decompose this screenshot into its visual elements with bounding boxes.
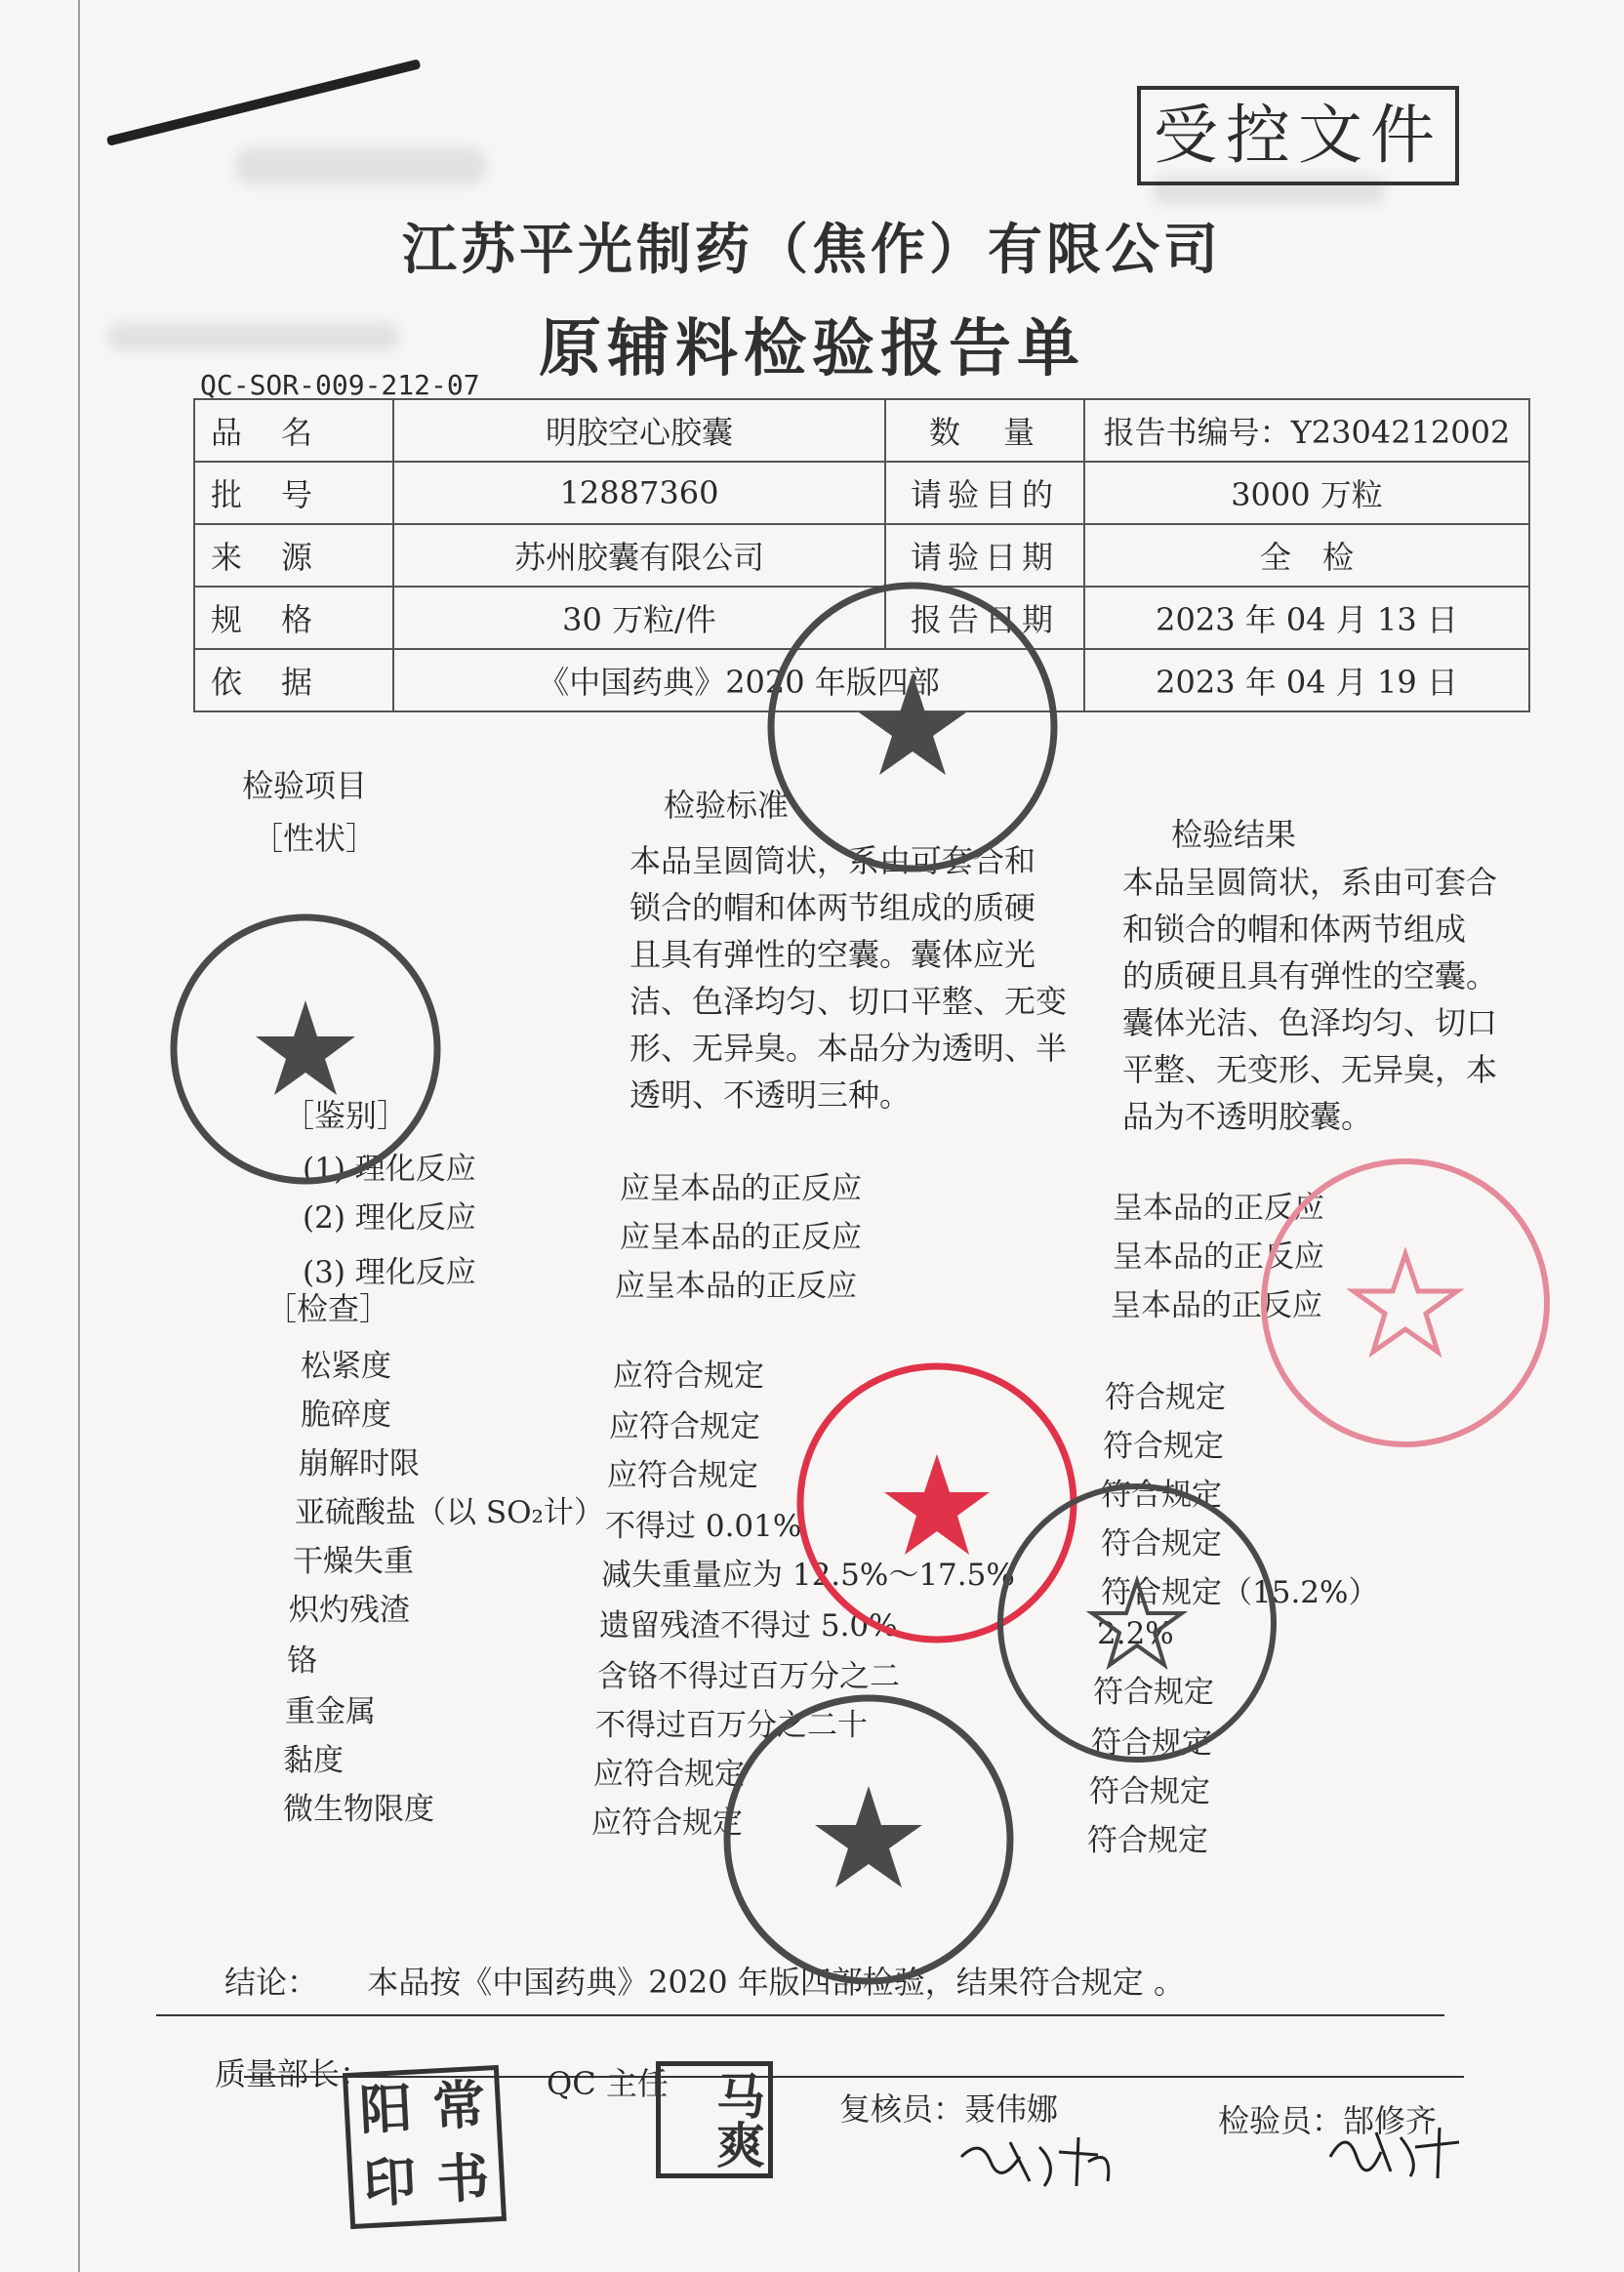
gray-right-seal <box>986 1472 1288 1774</box>
insp-item: 微生物限度 <box>283 1792 434 1827</box>
appearance-standard <box>629 837 1067 1118</box>
column-item-heading: 检验项目 <box>242 767 368 804</box>
inspector-signature <box>1322 2118 1469 2186</box>
conclusion-label: 结论： <box>224 1964 319 2001</box>
insp-standard: 应符合规定 <box>591 1805 743 1841</box>
insp-result: 符合规定 <box>1093 1675 1214 1710</box>
product-value: 明胶空心胶囊 <box>393 399 885 462</box>
insp-item: 松紧度 <box>301 1349 391 1384</box>
insp-result: 符合规定 <box>1101 1478 1222 1513</box>
reviewer-label: 复核员： <box>839 2090 965 2128</box>
inspector-name: 郜修齐 <box>1343 2102 1438 2139</box>
appearance-standard-line: 形、无异臭。本品分为透明、半 <box>629 1030 1068 1067</box>
insp-standard: 应符合规定 <box>609 1409 760 1444</box>
pg-inspection-seal <box>717 1688 1020 1991</box>
product-label: 品名 <box>194 399 393 462</box>
ident-standard: 应呈本品的正反应 <box>615 1269 857 1304</box>
document-code: QC-SOR-009-212-07 <box>200 369 480 401</box>
ident-result: 呈本品的正反应 <box>1111 1288 1322 1323</box>
qc-head-name-seal: 马爽 <box>656 2061 773 2178</box>
batch-label: 批号 <box>194 462 393 524</box>
insp-item: 铬 <box>287 1643 317 1679</box>
reviewer-name: 聂伟娜 <box>964 2090 1059 2128</box>
insp-result: 符合规定 <box>1091 1725 1212 1761</box>
column-result-heading: 检验结果 <box>1171 816 1297 853</box>
appearance-standard-line: 洁、色泽均匀、切口平整、无变 <box>629 983 1068 1020</box>
appearance-standard-line: 且具有弹性的空囊。囊体应光 <box>629 936 1036 973</box>
scan-artifact <box>106 59 422 146</box>
insp-result: 符合规定 <box>1087 1823 1208 1858</box>
report-number: Y2304212002 <box>1290 414 1511 451</box>
appearance-standard-line: 锁合的帽和体两节组成的质硬 <box>629 889 1036 926</box>
seal-char: 常 <box>430 2073 487 2138</box>
controlled-document-stamp: 受控文件 <box>1137 86 1459 185</box>
insp-item: 干燥失重 <box>293 1544 414 1579</box>
qc-head-label: QC 主任 <box>547 2065 669 2102</box>
insp-result: 2.2% <box>1097 1616 1174 1651</box>
hx-right-seal <box>1254 1152 1557 1454</box>
insp-item: 亚硫酸盐（以 SO₂计） <box>295 1495 604 1530</box>
document-title: 原辅料检验报告单 <box>539 312 1085 385</box>
basis-value: 《中国药典》2020 年版四部 <box>393 649 1084 711</box>
insp-item: 炽灼残渣 <box>289 1593 410 1628</box>
quantity-label: 数 量 <box>885 399 1084 462</box>
inspector-label: 检验员： <box>1218 2102 1344 2139</box>
appearance-result-line: 的质硬且具有弹性的空囊。 <box>1122 957 1498 994</box>
conclusion-text: 本品按《中国药典》2020 年版四部检验，结果符合规定 。 <box>367 1964 1185 2001</box>
insp-result: 符合规定（15.2%） <box>1101 1575 1379 1610</box>
appearance-standard-line: 本品呈圆筒状，系由可套合和 <box>629 842 1036 879</box>
section-appearance: ［性状］ <box>252 820 378 857</box>
ident-result: 呈本品的正反应 <box>1113 1191 1324 1226</box>
insp-item: 脆碎度 <box>301 1398 391 1433</box>
scan-smudge <box>234 146 488 185</box>
report-number-cell <box>1084 399 1529 462</box>
insp-standard: 减失重量应为 12.5%～17.5% <box>601 1558 1015 1593</box>
basis-label: 依据 <box>194 649 393 711</box>
purpose-label: 请验目的 <box>885 462 1084 524</box>
source-label: 来源 <box>194 524 393 587</box>
insp-standard: 应符合规定 <box>593 1757 745 1792</box>
insp-item: 黏度 <box>283 1743 344 1778</box>
insp-standard: 应符合规定 <box>613 1359 764 1394</box>
appearance-standard-line: 透明、不透明三种。 <box>629 1076 912 1114</box>
seal-char: 书 <box>434 2146 491 2211</box>
ident-item: (1) 理化反应 <box>303 1152 476 1187</box>
quality-head-label: 质量部长： <box>215 2055 372 2092</box>
conclusion <box>224 1958 1185 2003</box>
company-name: 江苏平光制药（焦作）有限公司 <box>402 218 1222 282</box>
ident-standard: 应呈本品的正反应 <box>620 1171 862 1206</box>
column-standard-heading: 检验标准 <box>664 787 790 824</box>
reviewer <box>839 2085 1058 2130</box>
insp-result: 符合规定 <box>1101 1526 1222 1562</box>
batch-value: 12887360 <box>393 462 885 524</box>
appearance-result-line: 囊体光洁、色泽均匀、切口 <box>1122 1004 1498 1041</box>
insp-standard: 应符合规定 <box>607 1458 758 1493</box>
seal-char: 印 <box>361 2150 418 2215</box>
insp-standard: 不得过百万分之二十 <box>595 1708 868 1743</box>
ident-item: (3) 理化反应 <box>303 1255 476 1290</box>
appearance-result <box>1122 859 1497 1140</box>
purpose-value: 全 检 <box>1084 524 1529 587</box>
reviewer-signature <box>952 2128 1127 2196</box>
request-date-value: 2023 年 04 月 13 日 <box>1084 587 1529 649</box>
pg-quality-seal <box>761 576 1064 878</box>
hx-left-seal <box>164 908 447 1191</box>
quantity-value: 3000 万粒 <box>1084 462 1529 524</box>
insp-result: 符合规定 <box>1103 1429 1224 1464</box>
report-date-value: 2023 年 04 月 19 日 <box>1084 649 1529 711</box>
spec-value: 30 万粒/件 <box>393 587 885 649</box>
insp-result: 符合规定 <box>1089 1774 1210 1809</box>
divider <box>156 2014 1444 2016</box>
seal-char: 阳 <box>357 2077 415 2142</box>
insp-standard: 不得过 0.01% <box>605 1509 802 1544</box>
section-identification: ［鉴别］ <box>283 1097 409 1134</box>
appearance-result-line: 平整、无变形、无异臭，本 <box>1122 1051 1498 1088</box>
appearance-result-line: 和锁合的帽和体两节组成 <box>1122 911 1467 948</box>
report-number-label: 报告书编号： <box>1103 414 1291 451</box>
report-date-label: 报告日期 <box>885 587 1084 649</box>
ident-result: 呈本品的正反应 <box>1113 1239 1324 1275</box>
insp-result: 符合规定 <box>1105 1380 1226 1415</box>
quality-head-name-seal <box>343 2065 507 2229</box>
insp-standard: 遗留残渣不得过 5.0% <box>599 1608 898 1643</box>
insp-item: 重金属 <box>285 1694 376 1729</box>
appearance-result-line: 本品呈圆筒状，系由可套合 <box>1122 864 1498 901</box>
source-value: 苏州胶囊有限公司 <box>393 524 885 587</box>
appearance-result-line: 品为不透明胶囊。 <box>1122 1098 1373 1135</box>
insp-standard: 含铬不得过百万分之二 <box>597 1659 900 1694</box>
ident-item: (2) 理化反应 <box>303 1200 476 1236</box>
section-inspection: ［检查］ <box>265 1290 391 1327</box>
request-date-label: 请验日期 <box>885 524 1084 587</box>
insp-item: 崩解时限 <box>299 1446 420 1481</box>
spec-label: 规格 <box>194 587 393 649</box>
ident-standard: 应呈本品的正反应 <box>620 1220 862 1255</box>
